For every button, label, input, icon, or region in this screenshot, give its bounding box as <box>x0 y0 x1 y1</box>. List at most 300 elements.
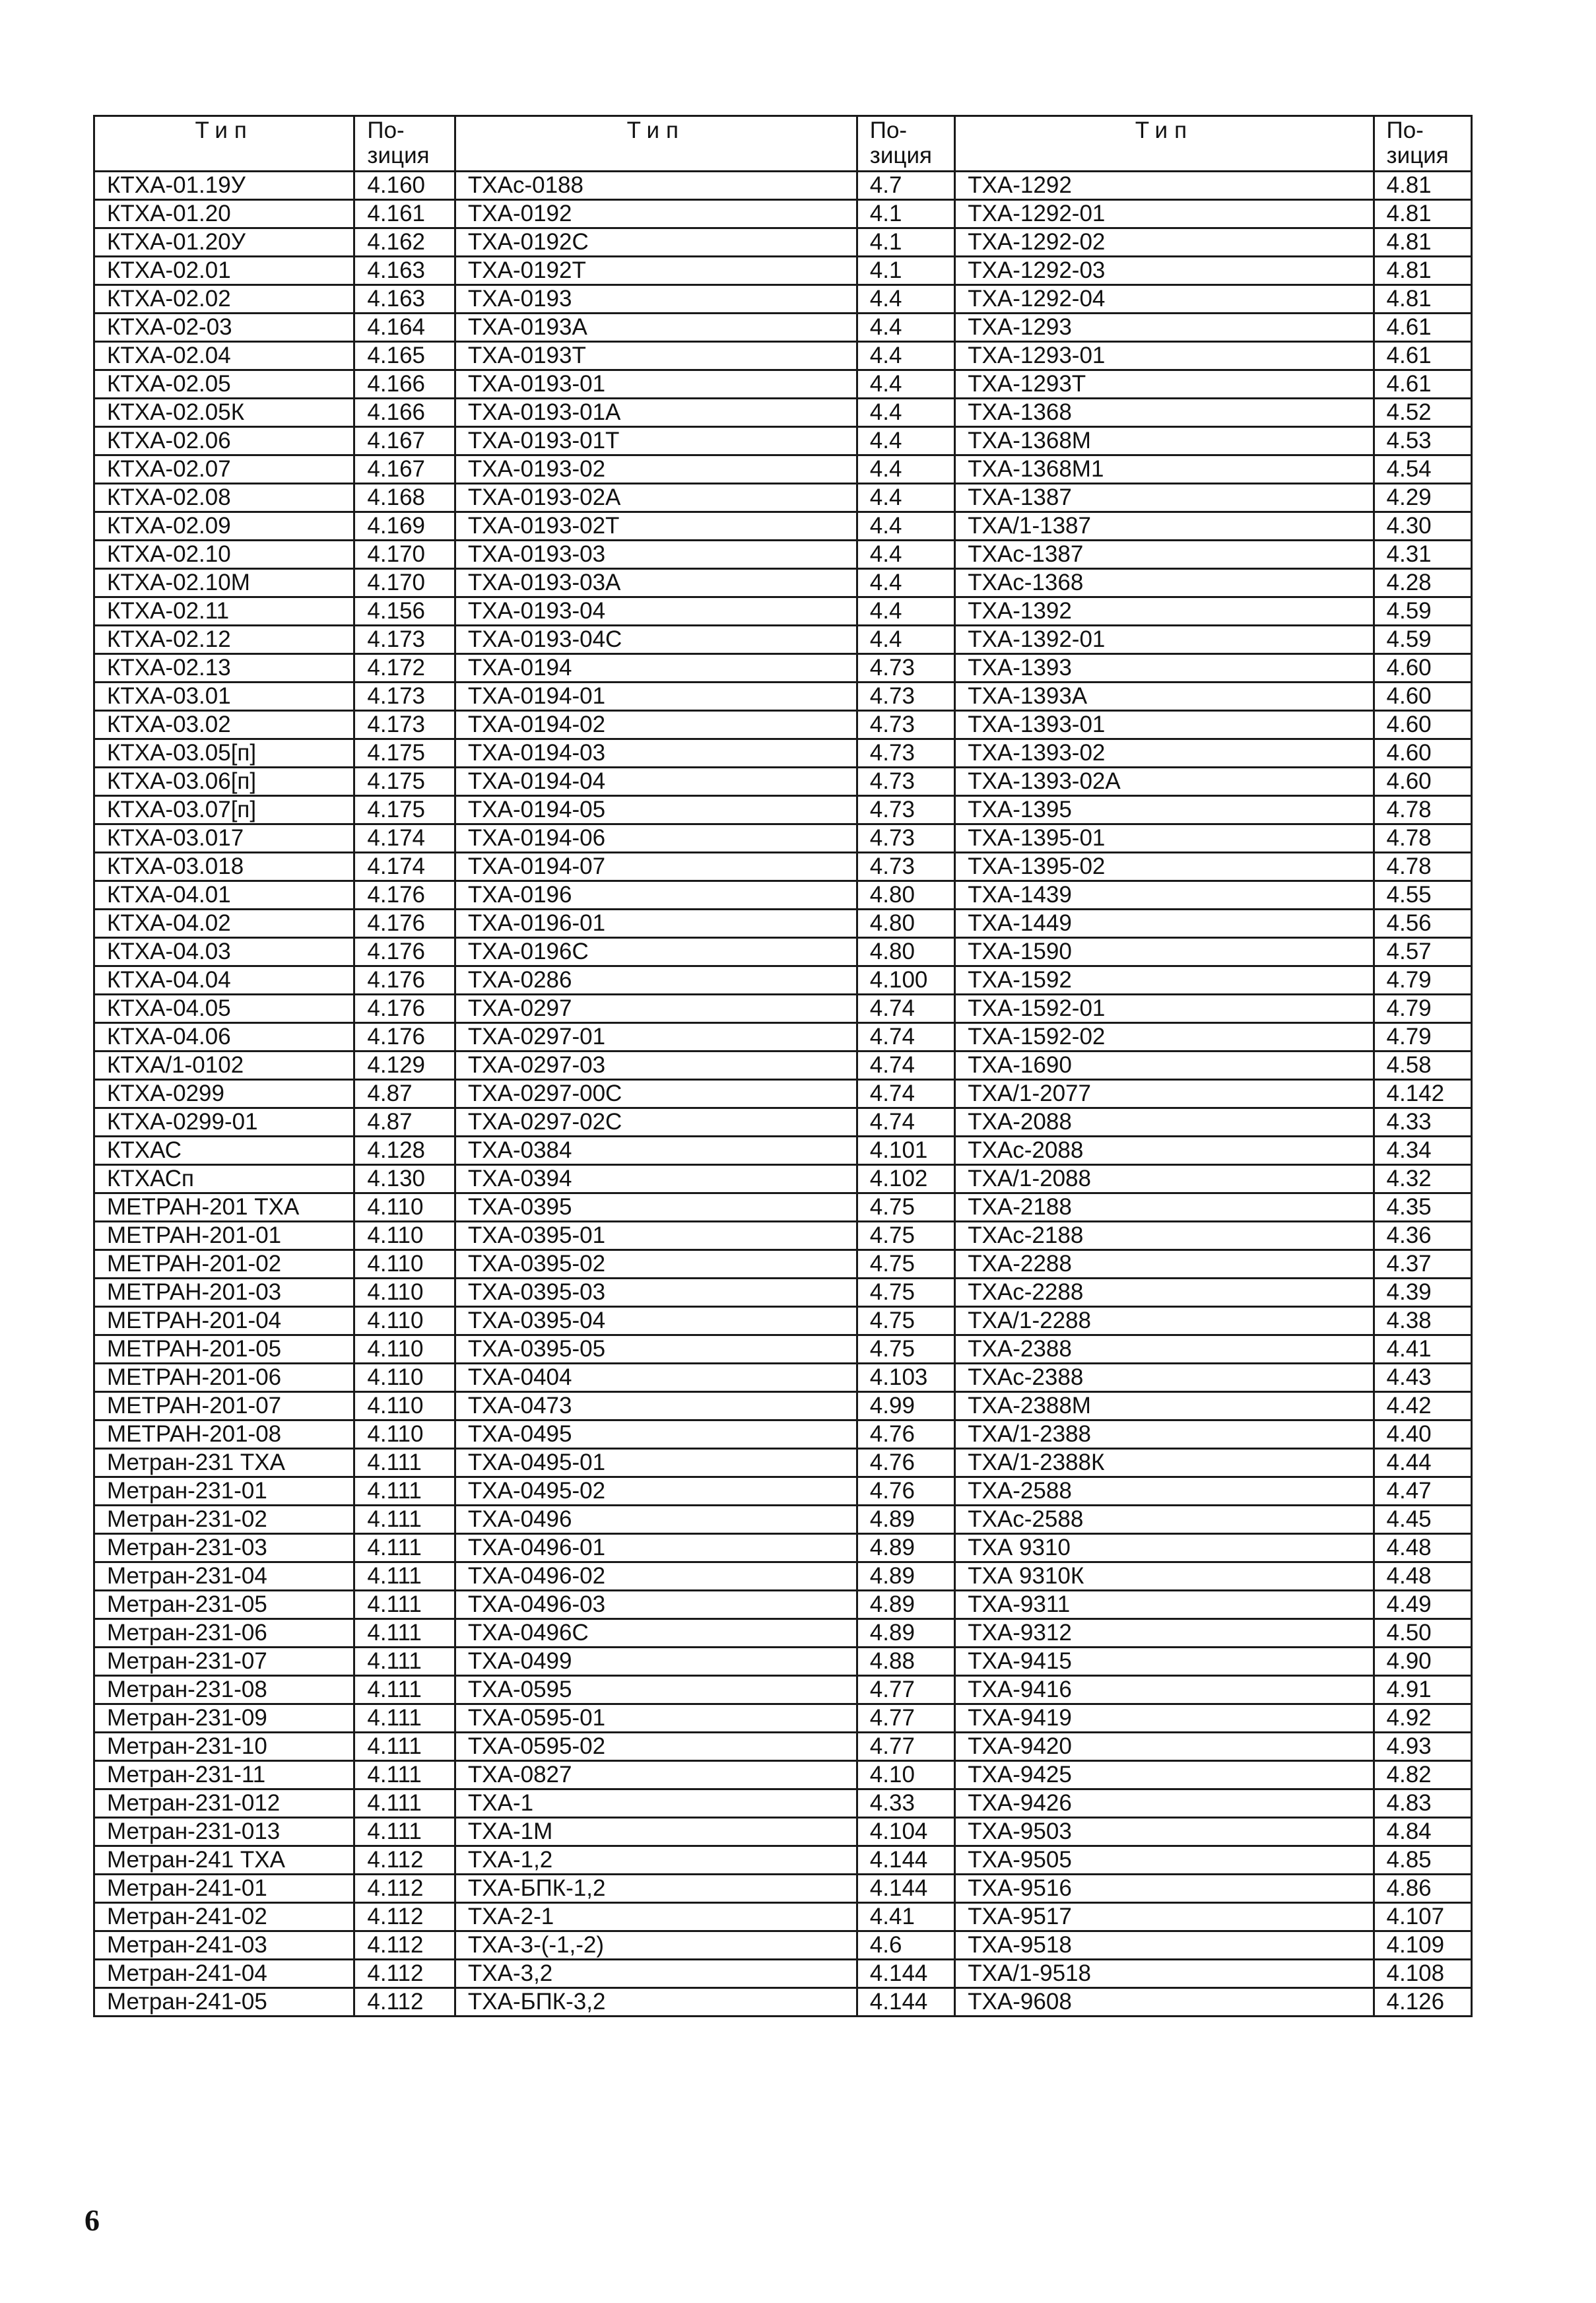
table-row <box>94 1449 1472 1477</box>
type-cell: Метран-231-07 <box>94 1648 354 1676</box>
type-cell: ТХА 9310К <box>955 1562 1374 1591</box>
type-cell: ТХА-0194-04 <box>455 768 857 796</box>
type-cell: ТХА-0192Т <box>455 257 857 285</box>
type-cell: ТХА-9419 <box>955 1704 1374 1733</box>
type-cell: ТХА-0395-04 <box>455 1307 857 1335</box>
type-cell: ТХА-9311 <box>955 1591 1374 1619</box>
type-cell: ТХА-0196С <box>455 938 857 966</box>
header-position-col-1 <box>354 116 455 172</box>
position-cell: 4.81 <box>1374 200 1471 228</box>
type-cell: ТХА-1393-02 <box>955 739 1374 768</box>
type-cell: ТХА-0194-07 <box>455 853 857 881</box>
position-cell: 4.4 <box>857 512 954 541</box>
table-row <box>94 1023 1472 1051</box>
type-cell: ТХА-1368 <box>955 399 1374 427</box>
table-row <box>94 172 1472 200</box>
type-cell: ТХА-0297-01 <box>455 1023 857 1051</box>
type-cell: ТХА-0193-04 <box>455 597 857 626</box>
type-cell: ТХА-0496-01 <box>455 1534 857 1562</box>
type-cell: ТХА-1395 <box>955 796 1374 824</box>
type-cell: ТХА-0192С <box>455 228 857 257</box>
position-cell: 4.4 <box>857 455 954 484</box>
table-row <box>94 1733 1472 1761</box>
table-row <box>94 1648 1472 1676</box>
type-cell: ТХА-1592 <box>955 966 1374 995</box>
position-cell: 4.75 <box>857 1307 954 1335</box>
type-cell: Метран-241-05 <box>94 1988 354 2017</box>
table-row <box>94 1307 1472 1335</box>
table-row <box>94 541 1472 569</box>
table-row <box>94 228 1472 257</box>
table-body <box>94 172 1472 2017</box>
type-cell: ТХА-1292-04 <box>955 285 1374 314</box>
position-cell: 4.4 <box>857 314 954 342</box>
table-row <box>94 257 1472 285</box>
type-cell: ТХА/1-2388 <box>955 1420 1374 1449</box>
type-cell: МЕТРАН-201-08 <box>94 1420 354 1449</box>
type-cell: ТХА-0827 <box>455 1761 857 1789</box>
table-row <box>94 1704 1472 1733</box>
table-row <box>94 768 1472 796</box>
table-row <box>94 910 1472 938</box>
type-cell: Метран-231-09 <box>94 1704 354 1733</box>
type-cell: ТХА-0192 <box>455 200 857 228</box>
position-cell: 4.89 <box>857 1619 954 1648</box>
position-cell: 4.87 <box>354 1080 455 1108</box>
type-cell: КТХА-02.11 <box>94 597 354 626</box>
type-cell: КТХА-04.06 <box>94 1023 354 1051</box>
table-row <box>94 1051 1472 1080</box>
type-cell: Метран-231 ТХА <box>94 1449 354 1477</box>
type-cell: ТХАс-2188 <box>955 1222 1374 1250</box>
type-cell: ТХА-1395-01 <box>955 824 1374 853</box>
position-cell: 4.45 <box>1374 1506 1471 1534</box>
table-row <box>94 370 1472 399</box>
position-cell: 4.176 <box>354 881 455 910</box>
position-cell: 4.169 <box>354 512 455 541</box>
type-cell: ТХА-1 <box>455 1789 857 1818</box>
table-row <box>94 683 1472 711</box>
type-cell: ТХА-1439 <box>955 881 1374 910</box>
type-cell: ТХА-2-1 <box>455 1903 857 1931</box>
position-cell: 4.7 <box>857 172 954 200</box>
type-cell: ТХА-9415 <box>955 1648 1374 1676</box>
position-cell: 4.4 <box>857 626 954 654</box>
type-cell: ТХА-9505 <box>955 1846 1374 1875</box>
type-cell: ТХА-0193-01А <box>455 399 857 427</box>
type-cell: ТХА-1392-01 <box>955 626 1374 654</box>
type-cell: Метран-241-01 <box>94 1875 354 1903</box>
position-cell: 4.60 <box>1374 683 1471 711</box>
type-cell: ТХА-0297-03 <box>455 1051 857 1080</box>
type-cell: КТХА-02.05 <box>94 370 354 399</box>
position-cell: 4.60 <box>1374 739 1471 768</box>
type-cell: КТХАСп <box>94 1165 354 1193</box>
position-cell: 4.59 <box>1374 626 1471 654</box>
type-cell: ТХА-1,2 <box>455 1846 857 1875</box>
type-cell: ТХА-0194 <box>455 654 857 683</box>
position-cell: 4.29 <box>1374 484 1471 512</box>
position-cell: 4.75 <box>857 1250 954 1279</box>
position-cell: 4.80 <box>857 938 954 966</box>
position-cell: 4.79 <box>1374 1023 1471 1051</box>
position-cell: 4.1 <box>857 257 954 285</box>
position-cell: 4.4 <box>857 370 954 399</box>
type-cell: ТХА-0473 <box>455 1392 857 1420</box>
type-cell: ТХА-0193-01 <box>455 370 857 399</box>
position-cell: 4.4 <box>857 399 954 427</box>
table-row <box>94 399 1472 427</box>
position-cell: 4.176 <box>354 910 455 938</box>
position-cell: 4.40 <box>1374 1420 1471 1449</box>
type-cell: ТХА-0404 <box>455 1364 857 1392</box>
type-cell: КТХА-01.20У <box>94 228 354 257</box>
type-cell: МЕТРАН-201-01 <box>94 1222 354 1250</box>
position-cell: 4.75 <box>857 1279 954 1307</box>
position-cell: 4.74 <box>857 1108 954 1137</box>
position-cell: 4.90 <box>1374 1648 1471 1676</box>
table-row <box>94 1846 1472 1875</box>
position-cell: 4.175 <box>354 739 455 768</box>
type-cell: ТХА-БПК-3,2 <box>455 1988 857 2017</box>
position-cell: 4.111 <box>354 1761 455 1789</box>
position-cell: 4.176 <box>354 966 455 995</box>
type-cell: КТХА-04.01 <box>94 881 354 910</box>
position-cell: 4.163 <box>354 285 455 314</box>
table-row <box>94 654 1472 683</box>
type-cell: КТХА-02.08 <box>94 484 354 512</box>
type-cell: КТХА-03.07[п] <box>94 796 354 824</box>
type-cell: ТХА-1393-02А <box>955 768 1374 796</box>
type-cell: ТХА/1-2077 <box>955 1080 1374 1108</box>
position-cell: 4.4 <box>857 484 954 512</box>
table-row <box>94 1364 1472 1392</box>
position-cell: 4.1 <box>857 200 954 228</box>
type-cell: ТХА-2188 <box>955 1193 1374 1222</box>
position-cell: 4.78 <box>1374 853 1471 881</box>
type-cell: ТХАс-1368 <box>955 569 1374 597</box>
type-cell: ТХА-1690 <box>955 1051 1374 1080</box>
position-cell: 4.172 <box>354 654 455 683</box>
position-cell: 4.88 <box>857 1648 954 1676</box>
position-cell: 4.76 <box>857 1477 954 1506</box>
type-cell: ТХА-0193-02А <box>455 484 857 512</box>
table-row <box>94 484 1472 512</box>
position-cell: 4.93 <box>1374 1733 1471 1761</box>
position-cell: 4.175 <box>354 768 455 796</box>
position-cell: 4.61 <box>1374 314 1471 342</box>
table-row <box>94 796 1472 824</box>
header-type-col-1: Тип <box>94 116 354 172</box>
header-position-col-3 <box>1374 116 1471 172</box>
position-cell: 4.34 <box>1374 1137 1471 1165</box>
type-cell: ТХА-9518 <box>955 1931 1374 1960</box>
position-cell: 4.144 <box>857 1960 954 1988</box>
type-cell: ТХА-0499 <box>455 1648 857 1676</box>
type-cell: ТХА-9416 <box>955 1676 1374 1704</box>
position-cell: 4.110 <box>354 1279 455 1307</box>
position-cell: 4.176 <box>354 1023 455 1051</box>
position-cell: 4.144 <box>857 1875 954 1903</box>
type-cell: ТХА-0194-03 <box>455 739 857 768</box>
type-cell: ТХА-0297-02С <box>455 1108 857 1137</box>
position-cell: 4.78 <box>1374 824 1471 853</box>
type-cell: ТХА-1592-01 <box>955 995 1374 1023</box>
type-cell: КТХА-04.03 <box>94 938 354 966</box>
table-row <box>94 1279 1472 1307</box>
type-cell: Метран-231-10 <box>94 1733 354 1761</box>
type-cell: КТХА-02.04 <box>94 342 354 370</box>
type-cell: ТХА-9312 <box>955 1619 1374 1648</box>
position-cell: 4.107 <box>1374 1903 1471 1931</box>
position-cell: 4.73 <box>857 739 954 768</box>
type-cell: МЕТРАН-201-06 <box>94 1364 354 1392</box>
type-cell: ТХА-1393А <box>955 683 1374 711</box>
position-cell: 4.75 <box>857 1335 954 1364</box>
position-cell: 4.110 <box>354 1392 455 1420</box>
position-cell: 4.173 <box>354 683 455 711</box>
position-cell: 4.111 <box>354 1704 455 1733</box>
type-cell: КТХА-04.04 <box>94 966 354 995</box>
position-cell: 4.32 <box>1374 1165 1471 1193</box>
type-cell: ТХА-1292 <box>955 172 1374 200</box>
header-position-col-2 <box>857 116 954 172</box>
table-row <box>94 853 1472 881</box>
position-cell: 4.61 <box>1374 342 1471 370</box>
type-cell: МЕТРАН-201-07 <box>94 1392 354 1420</box>
type-cell: Метран-241-03 <box>94 1931 354 1960</box>
position-cell: 4.38 <box>1374 1307 1471 1335</box>
position-cell: 4.30 <box>1374 512 1471 541</box>
table-row <box>94 285 1472 314</box>
header-position-label: По- зиция <box>367 117 430 168</box>
type-cell: ТХА-2588 <box>955 1477 1374 1506</box>
type-cell: ТХА-0395-03 <box>455 1279 857 1307</box>
type-cell: ТХА-1М <box>455 1818 857 1846</box>
type-cell: ТХА-БПК-1,2 <box>455 1875 857 1903</box>
position-cell: 4.167 <box>354 427 455 455</box>
type-cell: ТХА-0595 <box>455 1676 857 1704</box>
position-cell: 4.111 <box>354 1733 455 1761</box>
position-cell: 4.57 <box>1374 938 1471 966</box>
position-cell: 4.77 <box>857 1733 954 1761</box>
type-cell: ТХА-0395-05 <box>455 1335 857 1364</box>
table-row <box>94 824 1472 853</box>
table-row <box>94 966 1472 995</box>
type-cell: Метран-231-11 <box>94 1761 354 1789</box>
table-row <box>94 711 1472 739</box>
position-cell: 4.83 <box>1374 1789 1471 1818</box>
position-cell: 4.110 <box>354 1335 455 1364</box>
position-cell: 4.73 <box>857 796 954 824</box>
type-cell: КТХА-01.19У <box>94 172 354 200</box>
position-cell: 4.4 <box>857 427 954 455</box>
position-cell: 4.76 <box>857 1449 954 1477</box>
type-cell: ТХА-1292-01 <box>955 200 1374 228</box>
type-cell: ТХА-0495-01 <box>455 1449 857 1477</box>
position-cell: 4.108 <box>1374 1960 1471 1988</box>
type-cell: КТХА-02.07 <box>94 455 354 484</box>
table-row <box>94 1477 1472 1506</box>
type-cell: Метран-231-06 <box>94 1619 354 1648</box>
table-row <box>94 342 1472 370</box>
type-cell: ТХА-1293-01 <box>955 342 1374 370</box>
type-cell: Метран-241-02 <box>94 1903 354 1931</box>
position-cell: 4.128 <box>354 1137 455 1165</box>
position-cell: 4.111 <box>354 1789 455 1818</box>
position-cell: 4.144 <box>857 1988 954 2017</box>
position-cell: 4.99 <box>857 1392 954 1420</box>
type-cell: Метран-231-08 <box>94 1676 354 1704</box>
type-cell: КТХА-02.13 <box>94 654 354 683</box>
table-row <box>94 455 1472 484</box>
table-row <box>94 1108 1472 1137</box>
position-cell: 4.174 <box>354 853 455 881</box>
position-cell: 4.144 <box>857 1846 954 1875</box>
header-position-label: По- зиция <box>1386 117 1449 168</box>
position-cell: 4.175 <box>354 796 455 824</box>
type-cell: КТХА/1-0102 <box>94 1051 354 1080</box>
type-cell: Метран-231-012 <box>94 1789 354 1818</box>
position-cell: 4.60 <box>1374 711 1471 739</box>
type-cell: ТХА-1292-03 <box>955 257 1374 285</box>
position-cell: 4.74 <box>857 1080 954 1108</box>
position-cell: 4.173 <box>354 711 455 739</box>
type-cell: Метран-231-03 <box>94 1534 354 1562</box>
type-cell: ТХА-1393-01 <box>955 711 1374 739</box>
type-cell: Метран-231-05 <box>94 1591 354 1619</box>
position-cell: 4.4 <box>857 569 954 597</box>
position-cell: 4.162 <box>354 228 455 257</box>
type-cell: ТХА-0193-02 <box>455 455 857 484</box>
table-row <box>94 1619 1472 1648</box>
type-cell: КТХА-03.017 <box>94 824 354 853</box>
position-cell: 4.1 <box>857 228 954 257</box>
position-cell: 4.80 <box>857 910 954 938</box>
type-cell: ТХА-0595-02 <box>455 1733 857 1761</box>
type-cell: МЕТРАН-201 ТХА <box>94 1193 354 1222</box>
position-cell: 4.110 <box>354 1250 455 1279</box>
type-cell: ТХА-0496 <box>455 1506 857 1534</box>
table-row <box>94 995 1472 1023</box>
position-cell: 4.58 <box>1374 1051 1471 1080</box>
type-cell: ТХА/1-2388К <box>955 1449 1374 1477</box>
type-cell: ТХА-0395 <box>455 1193 857 1222</box>
type-cell: ТХА-1590 <box>955 938 1374 966</box>
position-cell: 4.112 <box>354 1875 455 1903</box>
position-cell: 4.73 <box>857 683 954 711</box>
type-cell: ТХА-0595-01 <box>455 1704 857 1733</box>
position-cell: 4.111 <box>354 1676 455 1704</box>
position-cell: 4.4 <box>857 541 954 569</box>
type-cell: ТХА-2288 <box>955 1250 1374 1279</box>
position-cell: 4.126 <box>1374 1988 1471 2017</box>
table-row <box>94 1676 1472 1704</box>
position-cell: 4.53 <box>1374 427 1471 455</box>
type-cell: ТХАс-2088 <box>955 1137 1374 1165</box>
position-cell: 4.48 <box>1374 1562 1471 1591</box>
table-header-row <box>94 116 1472 172</box>
position-cell: 4.173 <box>354 626 455 654</box>
table-row <box>94 1875 1472 1903</box>
type-cell: ТХА-0196 <box>455 881 857 910</box>
position-cell: 4.56 <box>1374 910 1471 938</box>
type-cell: ТХА-1395-02 <box>955 853 1374 881</box>
position-cell: 4.73 <box>857 654 954 683</box>
type-cell: КТХА-03.018 <box>94 853 354 881</box>
position-cell: 4.81 <box>1374 228 1471 257</box>
type-cell: ТХА-0193-03А <box>455 569 857 597</box>
table-row <box>94 1080 1472 1108</box>
position-cell: 4.43 <box>1374 1364 1471 1392</box>
type-cell: МЕТРАН-201-02 <box>94 1250 354 1279</box>
type-cell: ТХА-2388М <box>955 1392 1374 1420</box>
position-cell: 4.167 <box>354 455 455 484</box>
type-cell: ТХА-0297-00С <box>455 1080 857 1108</box>
position-cell: 4.111 <box>354 1506 455 1534</box>
header-position-label: По- зиция <box>869 117 932 168</box>
table-row <box>94 1789 1472 1818</box>
table-row <box>94 1420 1472 1449</box>
type-cell: КТХА-02.10 <box>94 541 354 569</box>
position-cell: 4.28 <box>1374 569 1471 597</box>
position-cell: 4.168 <box>354 484 455 512</box>
table-row <box>94 1392 1472 1420</box>
position-cell: 4.76 <box>857 1420 954 1449</box>
type-cell: ТХА-0193Т <box>455 342 857 370</box>
type-cell: ТХА-1368М1 <box>955 455 1374 484</box>
type-cell: ТХА-0193А <box>455 314 857 342</box>
position-cell: 4.112 <box>354 1903 455 1931</box>
type-cell: ТХА-0193-04С <box>455 626 857 654</box>
position-cell: 4.33 <box>1374 1108 1471 1137</box>
table-row <box>94 1761 1472 1789</box>
position-cell: 4.142 <box>1374 1080 1471 1108</box>
position-cell: 4.41 <box>857 1903 954 1931</box>
position-cell: 4.102 <box>857 1165 954 1193</box>
position-cell: 4.111 <box>354 1818 455 1846</box>
position-cell: 4.104 <box>857 1818 954 1846</box>
position-cell: 4.74 <box>857 1023 954 1051</box>
type-cell: КТХА-02.01 <box>94 257 354 285</box>
type-cell: ТХА-0194-05 <box>455 796 857 824</box>
position-cell: 4.100 <box>857 966 954 995</box>
type-cell: ТХА-0286 <box>455 966 857 995</box>
table-row <box>94 1931 1472 1960</box>
position-cell: 4.54 <box>1374 455 1471 484</box>
position-cell: 4.79 <box>1374 966 1471 995</box>
position-cell: 4.75 <box>857 1193 954 1222</box>
position-cell: 4.74 <box>857 995 954 1023</box>
type-cell: КТХА-02.09 <box>94 512 354 541</box>
table-row <box>94 1534 1472 1562</box>
position-cell: 4.4 <box>857 597 954 626</box>
type-cell: ТХА-3-(-1,-2) <box>455 1931 857 1960</box>
type-cell: КТХА-04.02 <box>94 910 354 938</box>
position-cell: 4.81 <box>1374 257 1471 285</box>
table-row <box>94 200 1472 228</box>
position-cell: 4.129 <box>354 1051 455 1080</box>
position-cell: 4.91 <box>1374 1676 1471 1704</box>
position-cell: 4.84 <box>1374 1818 1471 1846</box>
type-cell: ТХА-9420 <box>955 1733 1374 1761</box>
position-cell: 4.52 <box>1374 399 1471 427</box>
type-cell: Метран-231-013 <box>94 1818 354 1846</box>
position-cell: 4.82 <box>1374 1761 1471 1789</box>
position-cell: 4.170 <box>354 541 455 569</box>
position-cell: 4.161 <box>354 200 455 228</box>
table-row <box>94 1137 1472 1165</box>
